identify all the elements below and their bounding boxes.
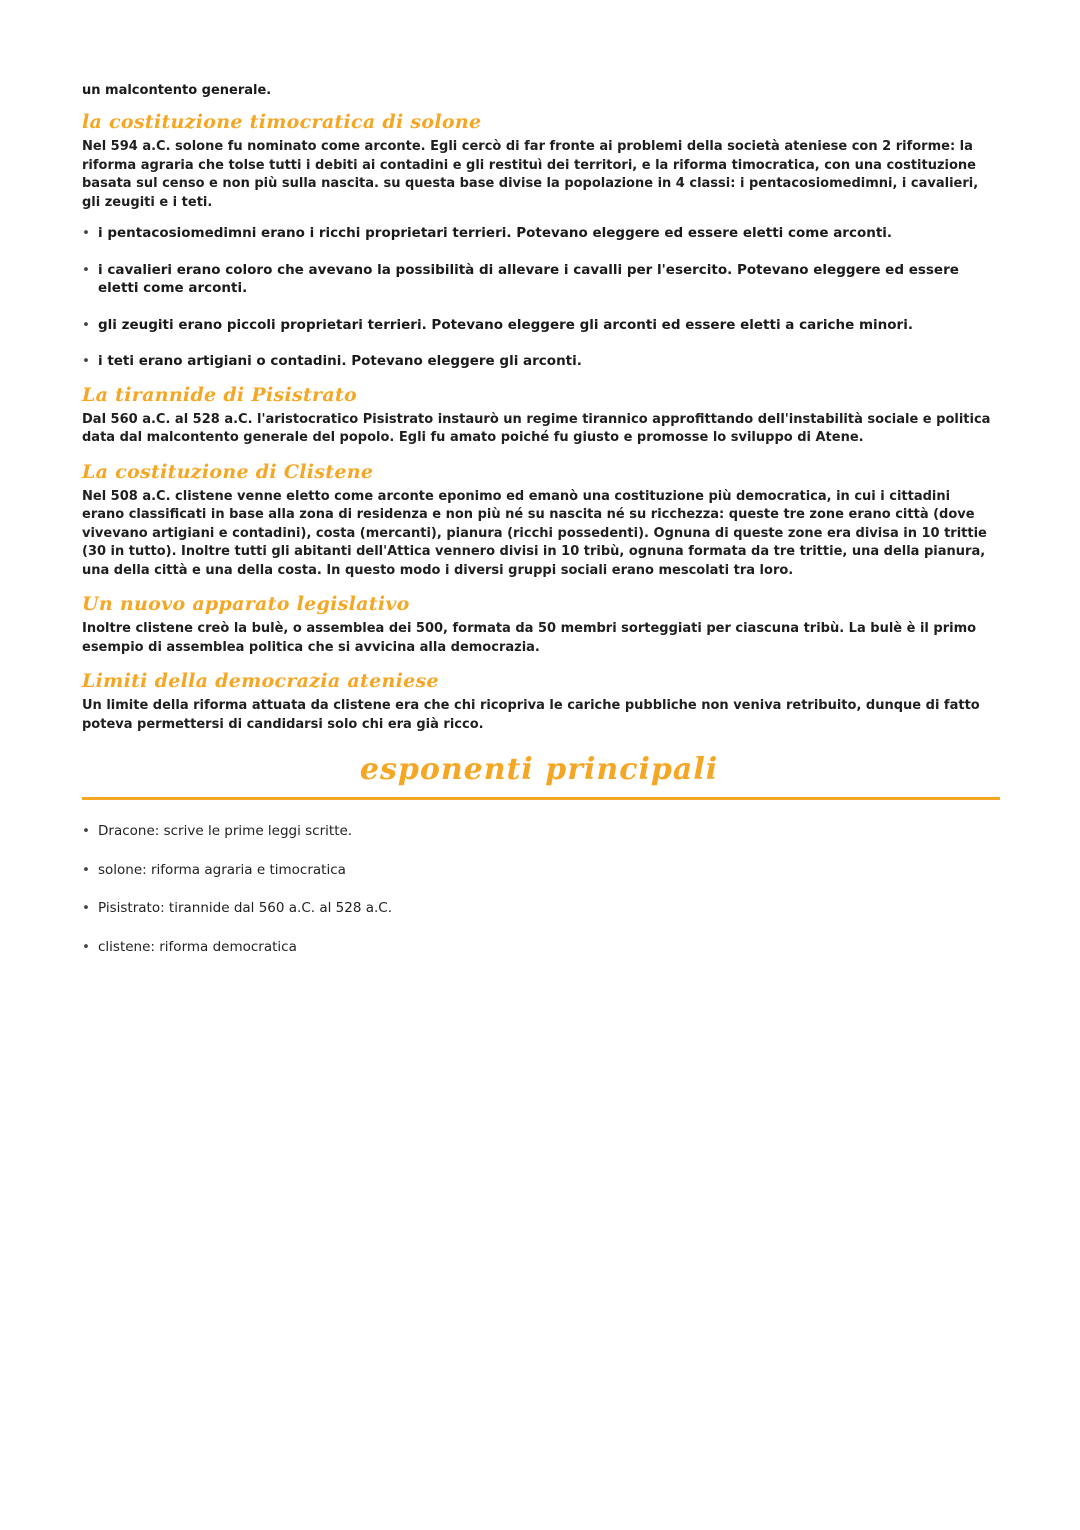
section-solone <box>82 110 996 371</box>
section-title: La costituzione di Clistene <box>82 460 374 483</box>
list-item-text: i cavalieri erano coloro che avevano la possibilità di allevare i cavalli per l'esercito. Potevano eleggere ed essere eletti come arconti. <box>98 261 959 296</box>
section-title: la costituzione timocratica di solone <box>82 111 482 133</box>
section-apparato-legislativo <box>82 592 996 657</box>
section-clistene <box>82 460 996 581</box>
bullet-icon: • <box>82 316 90 333</box>
section-text: Inoltre clistene creò la bulè, o assemblea dei 500, formata da 50 membri sorteggiati per ciascuna tribù. La bulè è il primo esempio di assemblea politica che si avvicina alla democrazia. <box>82 621 977 655</box>
list-item <box>82 938 996 957</box>
bullet-icon: • <box>82 225 90 241</box>
section-text: Dal 560 a.C. al 528 a.C. l'aristocratico Pisistrato instaurò un regime tirannico approfittando dell'instabilità sociale e politica data dal malcontento generale del popolo. Egli fu amato poiché fu giusto e promosse lo sviluppo di Atene. <box>82 411 991 445</box>
bullet-icon: • <box>82 353 90 369</box>
section-limiti-democrazia <box>82 669 996 734</box>
list-item-text: gli zeugiti erano piccoli proprietari terrieri. Potevano eleggere gli arconti ed essere eletti a cariche minori. <box>98 316 913 333</box>
list-item-text: Pisistrato: tirannide dal 560 a.C. al 528 a.C. <box>98 900 392 916</box>
summary-title: esponenti principali <box>359 752 719 787</box>
bullet-icon: • <box>82 823 90 839</box>
bullet-icon: • <box>82 261 90 278</box>
list-item <box>82 261 996 298</box>
list-item-text: i pentacosiomedimni erano i ricchi proprietari terrieri. Potevano eleggere ed essere eletti come arconti. <box>98 225 893 241</box>
section-title: Un nuovo apparato legislativo <box>82 593 410 615</box>
list-item <box>82 861 996 880</box>
list-item <box>82 316 996 335</box>
list-item <box>82 352 996 371</box>
list-item <box>82 224 996 243</box>
summary-list <box>82 822 996 956</box>
bullet-icon: • <box>82 900 90 916</box>
summary-header <box>82 752 996 787</box>
section-title: Limiti della democrazia ateniese <box>82 670 439 692</box>
list-item <box>82 899 996 918</box>
list-item-text: solone: riforma agraria e timocratica <box>98 861 346 878</box>
bullet-icon: • <box>82 861 90 878</box>
section-text: Nel 508 a.C. clistene venne eletto come arconte eponimo ed emanò una costituzione più democratica, in cui i cittadini erano classificati in base alla zona di residenza e non più né su nascita né su ricchezza: queste tre zone erano città (dove vivevano artigiani e contadini), costa (mercanti), pianura (ricchi possedenti). Ognuna di queste zone era divisa in 10 trittie (30 in tutto). Inoltre tutti gli abitanti dell'Attica vennero divisi in 10 tribù, ognuna formata da tre trittie, una della pianura, una della città e una della costa. In questo modo i diversi gruppi sociali erano mescolati tra loro. <box>82 488 987 578</box>
divider <box>82 797 1000 800</box>
list-item-text: i teti erano artigiani o contadini. Potevano eleggere gli arconti. <box>98 353 582 369</box>
section-title: La tirannide di Pisistrato <box>82 383 358 406</box>
classes-list <box>82 224 996 371</box>
section-text: Un limite della riforma attuata da clistene era che chi ricopriva le cariche pubbliche non veniva retribuito, dunque di fatto poteva permettersi di candidarsi solo chi era già ricco. <box>82 698 980 732</box>
list-item-text: clistene: riforma democratica <box>98 938 297 955</box>
section-text: Nel 594 a.C. solone fu nominato come arconte. Egli cercò di far fronte ai problemi della società ateniese con 2 riforme: la riforma agraria che tolse tutti i debiti ai contadini e gli restituì dei territori, e la riforma timocratica, con una costituzione basata sul censo e non più sulla nascita. su questa base divise la popolazione in 4 classi: i pentacosiomedimni, i cavalieri, gli zeugiti e i teti. <box>82 139 979 210</box>
intro-text: un malcontento generale. <box>82 83 272 98</box>
document-page <box>82 82 996 976</box>
bullet-icon: • <box>82 938 90 955</box>
list-item <box>82 822 996 841</box>
list-item-text: Dracone: scrive le prime leggi scritte. <box>98 823 353 839</box>
section-pisistrato <box>82 383 996 448</box>
